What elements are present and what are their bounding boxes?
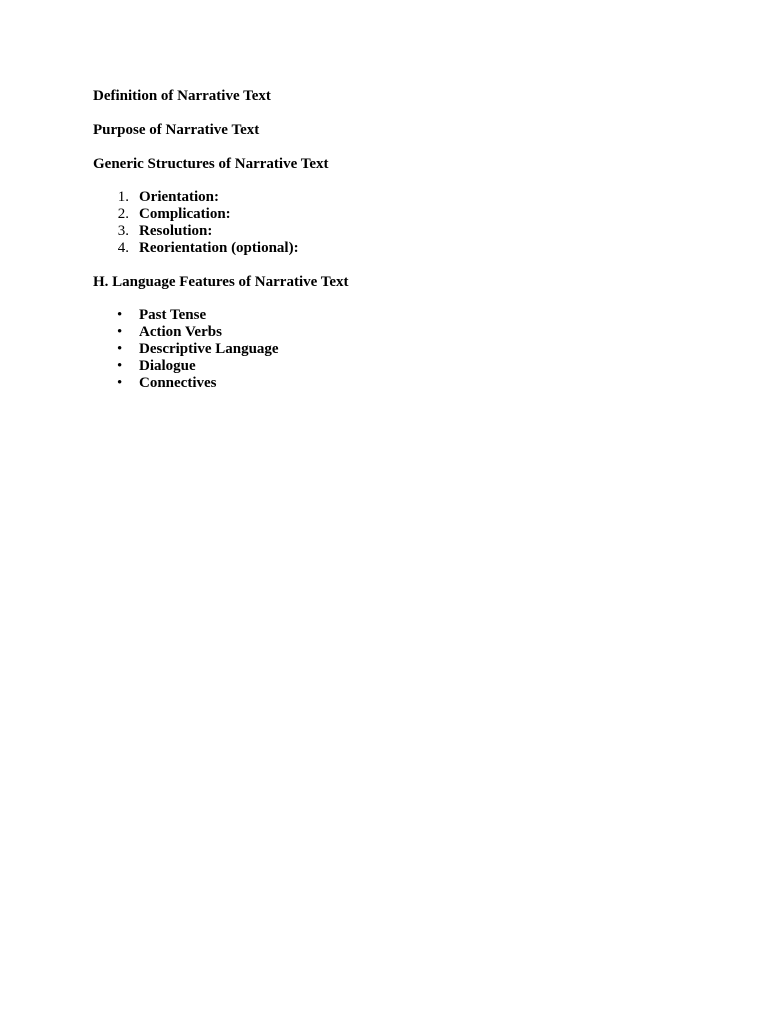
list-item-label: Complication:: [139, 206, 231, 222]
list-item: [93, 240, 713, 257]
bullet-icon: •: [117, 307, 123, 323]
list-number: 1.: [117, 189, 129, 205]
list-item-label: Dialogue: [139, 358, 196, 374]
list-item-label: Descriptive Language: [139, 341, 279, 357]
list-item: [93, 375, 713, 392]
heading-generic-structures: Generic Structures of Narrative Text: [93, 156, 329, 172]
bullet-icon: •: [117, 324, 123, 340]
heading-definition: Definition of Narrative Text: [93, 88, 271, 104]
heading-purpose: Purpose of Narrative Text: [93, 122, 260, 138]
list-item-label: Action Verbs: [139, 324, 222, 340]
bullet-icon: •: [117, 358, 123, 374]
list-item: [93, 358, 713, 375]
bullet-icon: •: [117, 341, 123, 357]
bullet-icon: •: [117, 375, 123, 391]
list-item-label: Orientation:: [139, 189, 219, 205]
list-item: [93, 223, 713, 240]
heading-language-features: H. Language Features of Narrative Text: [93, 274, 349, 290]
list-item: [93, 189, 713, 206]
list-item: [93, 341, 713, 358]
list-item-label: Resolution:: [139, 223, 213, 239]
list-item-label: Connectives: [139, 375, 217, 391]
list-item: [93, 307, 713, 324]
list-number: 2.: [117, 206, 129, 222]
list-item-label: Past Tense: [139, 307, 207, 323]
list-number: 3.: [117, 223, 129, 239]
document-body: [93, 87, 713, 392]
list-item: [93, 206, 713, 223]
list-number: 4.: [117, 240, 129, 256]
language-features-list: [93, 307, 713, 392]
generic-structures-list: [93, 189, 713, 257]
list-item-label: Reorientation (optional):: [139, 240, 299, 256]
list-item: [93, 324, 713, 341]
